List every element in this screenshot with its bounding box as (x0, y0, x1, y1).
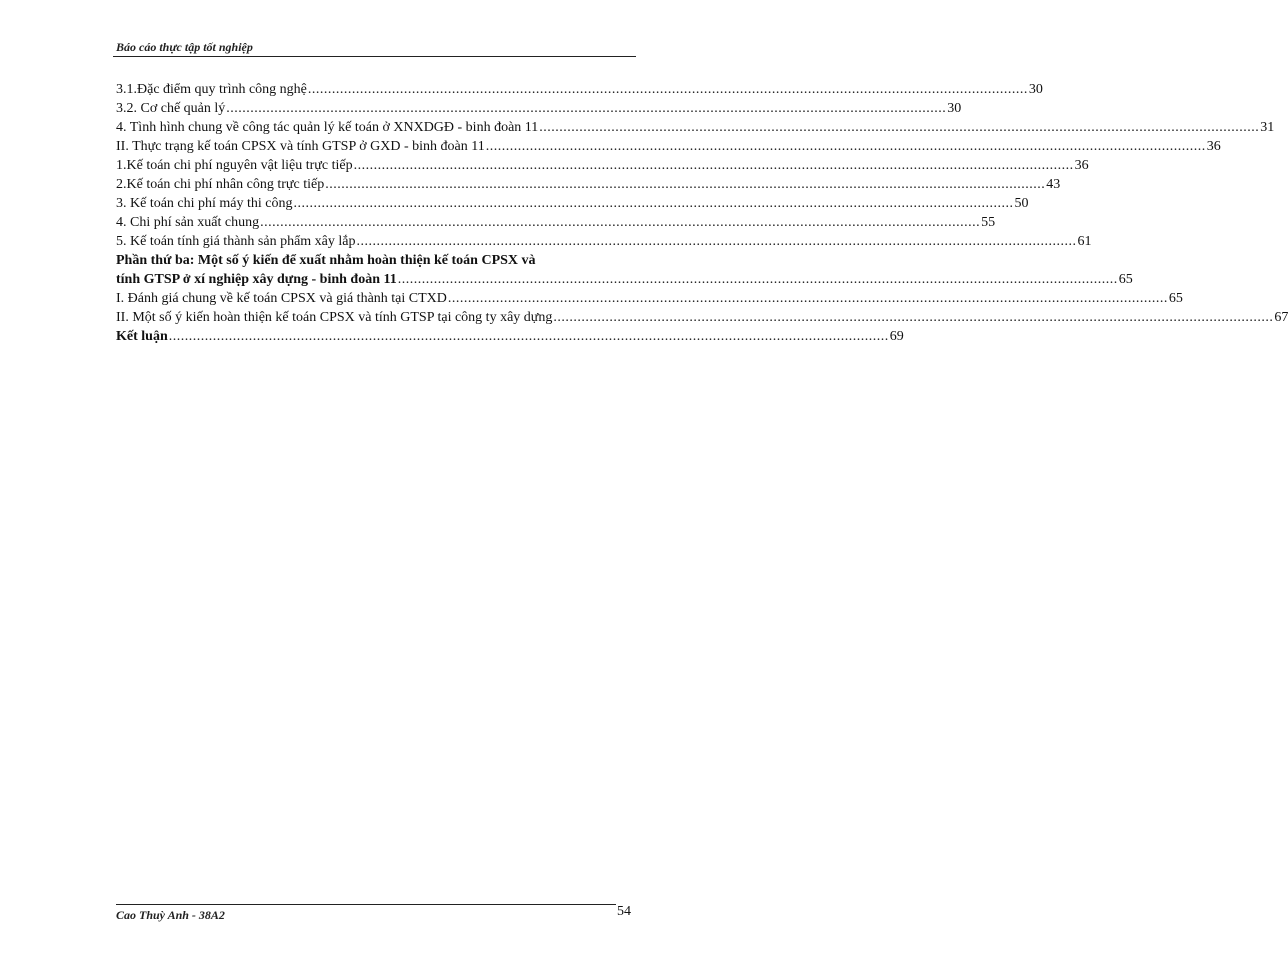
toc-entry-label: 4. Tình hình chung về công tác quản lý kế toán ở XNXDGĐ - binh đoàn 11 (116, 120, 539, 135)
toc-entry-page: 36 (1074, 158, 1089, 173)
toc-leader-dots: .................................................................................................................................................................................... (168, 329, 889, 344)
toc-entry[interactable] (116, 194, 1029, 213)
toc-entry-label: 1.Kế toán chi phí nguyên vật liệu trực tiếp (116, 158, 353, 173)
toc-leader-dots: .................................................................................................................................................................................... (307, 82, 1028, 97)
footer-divider (116, 904, 616, 905)
toc-entry-page: 67 (1274, 310, 1288, 325)
toc-leader-dots: .................................................................................................................................................................................... (485, 139, 1206, 154)
toc-leader-dots: .................................................................................................................................................................................... (397, 272, 1118, 287)
toc-entry-page: 30 (1028, 82, 1043, 97)
toc-entry[interactable] (116, 80, 1043, 99)
toc-leader-dots: .................................................................................................................................................................................... (260, 215, 981, 230)
toc-part3-heading-line1: Phần thứ ba: Một số ý kiến để xuất nhằm hoàn thiện kế toán CPSX và (116, 253, 536, 268)
toc-leader-dots: .................................................................................................................................................................................... (293, 196, 1014, 211)
toc-entry[interactable] (116, 213, 996, 232)
toc-entry-page: 50 (1014, 196, 1029, 211)
toc-entry[interactable] (116, 289, 1183, 308)
toc-entry[interactable] (116, 156, 1089, 175)
toc-leader-dots: .................................................................................................................................................................................... (353, 158, 1074, 173)
toc-leader-dots: .................................................................................................................................................................................... (325, 177, 1046, 192)
page-header-title: Báo cáo thực tập tốt nghiệp (116, 40, 253, 54)
toc-leader-dots: .................................................................................................................................................................................... (553, 310, 1274, 325)
toc-entry-page: 65 (1168, 291, 1183, 306)
toc-part3-heading-line2: tính GTSP ở xí nghiệp xây dựng - binh đoàn 11 (116, 272, 397, 287)
toc-entry-label: 3.2. Cơ chế quản lý (116, 101, 226, 116)
toc-part3-heading[interactable] (116, 251, 632, 270)
toc-entry-page: 55 (981, 215, 996, 230)
toc-leader-dots: .................................................................................................................................................................................... (539, 120, 1260, 135)
toc-entry-label: 4. Chi phí sản xuất chung (116, 215, 260, 230)
toc-entry-label: II. Một số ý kiến hoàn thiện kế toán CPSX và tính GTSP tại công ty xây dựng (116, 310, 553, 325)
toc-entry-page: 30 (947, 101, 962, 116)
toc-entry-page: 43 (1046, 177, 1061, 192)
header-divider (113, 56, 636, 57)
toc-leader-dots: .................................................................................................................................................................................... (356, 234, 1077, 249)
toc-entry-label: 5. Kế toán tính giá thành sản phẩm xây lắp (116, 234, 356, 249)
toc-entry[interactable] (116, 137, 1221, 156)
toc-part3-heading-cont[interactable] (116, 270, 1133, 289)
toc-entry-label: 3.1.Đặc điểm quy trình công nghệ (116, 82, 307, 97)
toc-entry-label: 2.Kế toán chi phí nhân công trực tiếp (116, 177, 325, 192)
toc-entry-label: II. Thực trạng kế toán CPSX và tính GTSP ở GXD - binh đoàn 11 (116, 139, 485, 154)
toc-entry-label: Kết luận (116, 329, 168, 344)
toc-entry[interactable] (116, 232, 1092, 251)
toc-entry-page: 31 (1260, 120, 1275, 135)
toc-entry-page: 61 (1077, 234, 1092, 249)
toc-entry-label: 3. Kế toán chi phí máy thi công (116, 196, 293, 211)
footer-author: Cao Thuỳ Anh - 38A2 (116, 908, 225, 922)
toc-entry[interactable] (116, 118, 1275, 137)
toc-entry-page: 36 (1206, 139, 1221, 154)
toc-entry[interactable] (116, 99, 962, 118)
toc-leader-dots: .................................................................................................................................................................................... (226, 101, 947, 116)
toc-entry[interactable] (116, 175, 1061, 194)
page-number: 54 (617, 904, 631, 919)
toc-entry[interactable] (116, 308, 1288, 327)
table-of-contents (116, 80, 1288, 346)
toc-entry-page: 69 (889, 329, 904, 344)
toc-entry-label: I. Đánh giá chung về kế toán CPSX và giá thành tại CTXD (116, 291, 447, 306)
toc-leader-dots: .................................................................................................................................................................................... (447, 291, 1168, 306)
toc-conclusion[interactable] (116, 327, 904, 346)
toc-entry-page: 65 (1118, 272, 1133, 287)
